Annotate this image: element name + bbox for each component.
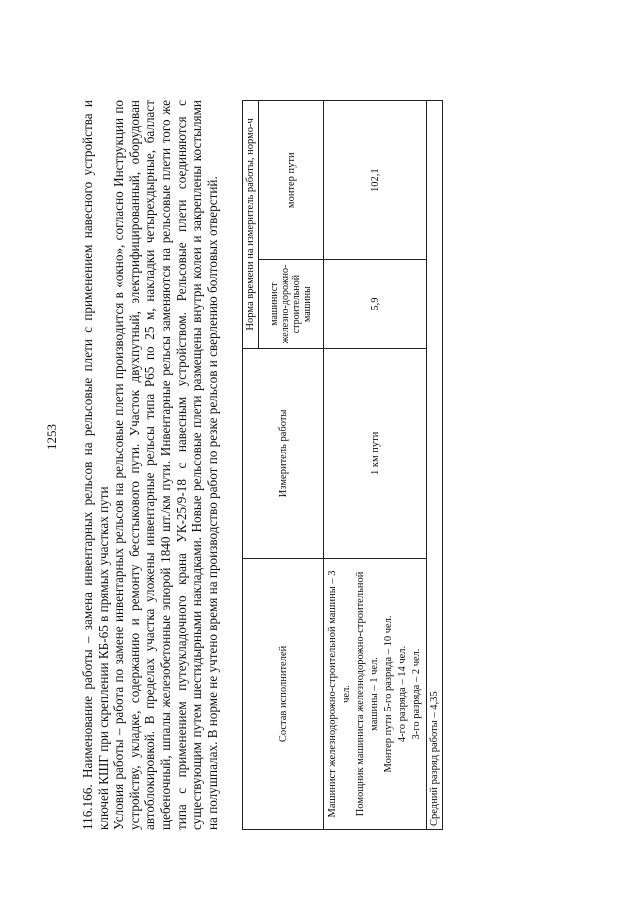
unit-value: 1 км пути [324, 348, 427, 558]
header-unit: Измеритель работы [243, 348, 324, 558]
track-norm-value: 102,1 [324, 101, 427, 260]
norm-table [242, 100, 443, 830]
header-staff: Состав исполнителей [243, 558, 324, 829]
page-number: 1253 [44, 424, 59, 450]
rotated-content [44, 70, 480, 830]
average-grade: Средний разряд работы – 4,35 [427, 101, 443, 830]
staff-line: Машинист железнодорожно-строительной машины – 3 чел. [327, 570, 352, 818]
header-norm: Норма времени на измеритель работы, нормо-ч [243, 101, 259, 349]
staff-line: Монтер пути 5-го разряда – 10 чел. [383, 615, 394, 773]
staff-cell [324, 558, 427, 829]
staff-line: 4-го разряда – 14 чел. [397, 645, 408, 743]
machinist-norm-value: 5,9 [324, 260, 427, 348]
staff-line: 3-го разряда – 2 чел. [411, 648, 422, 740]
header-track-worker: монтер пути [259, 101, 324, 260]
staff-line: Помощник машиниста железнодорожно-строительной машины – 1 чел. [355, 571, 380, 817]
work-conditions: Условия работы – работа по замене инвентарных рельсов на рельсовые плети производится в «окно», согласно Инструкции по устройству, укладке, содержанию и ремонту бесстыкового пути. Участок двухпутный, электрифицированный, оборудован автоблокировкой. В пределах участка уложены инвентарные рельсы типа Р65 по 25 м, накладки четырехдырные, балласт щебеночный, шпалы железобетонные эпюрой 1840 шт./км пути. Инвентарные рельсы заменяются на рельсовые плети того же типа с применением путеукладочного крана УК-25/9-18 с навесным устройством. Рельсовые плети соединяются с существующим путем шестидырными накладками. Новые рельсовые плети размещены внутри колеи и закреплены костылями на полушпалах. В норме не учтено время на производство работ по резке рельсов и сверлению болтовых отверстий. [111, 100, 220, 830]
header-machinist: машинист железно-дорожно-строительной машины [259, 260, 324, 348]
work-title: 116.166. Наименование работы – замена инвентарных рельсов на рельсовые плети с применением навесного устройства и ключей КШГ при скреплении КБ-65 в прямых участках пути [80, 100, 111, 830]
body-text [80, 100, 220, 830]
